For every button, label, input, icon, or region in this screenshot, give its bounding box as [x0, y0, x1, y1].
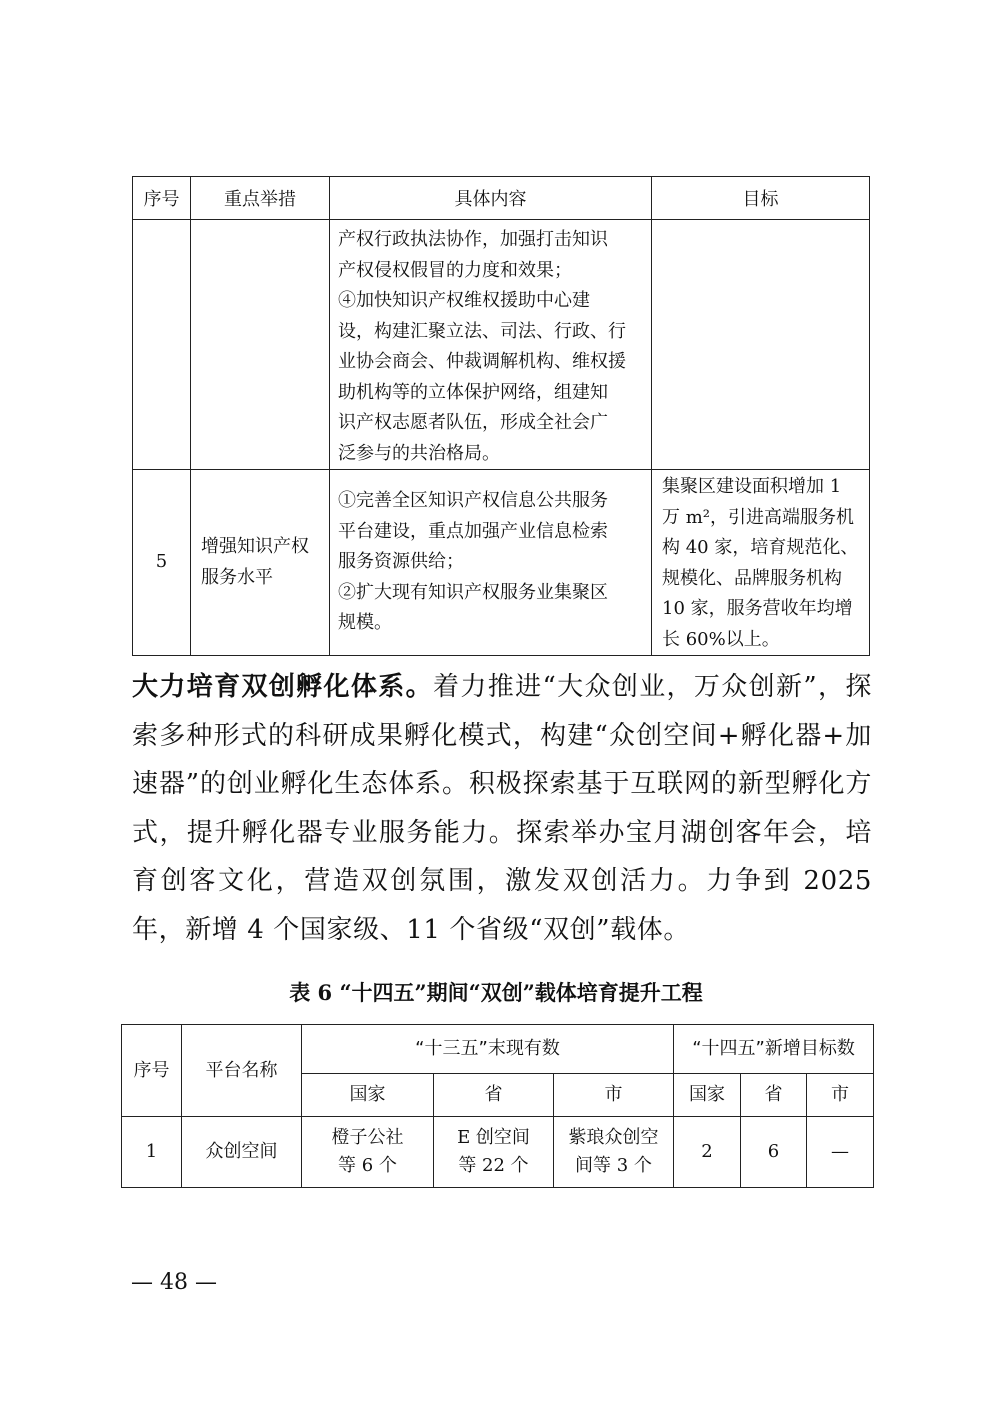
subheader-existing-national: 国家	[302, 1074, 434, 1117]
goal-line: 10 家，服务营收年均增	[662, 598, 853, 619]
subheader-target-city: 市	[807, 1074, 874, 1117]
cell-goal	[652, 470, 870, 656]
cell-content	[330, 470, 652, 656]
cell-seq: 5	[133, 470, 191, 656]
table-6-header-row	[122, 1025, 874, 1074]
goal-line: 规模化、品牌服务机构	[662, 567, 842, 589]
content-line: ②扩大现有知识产权服务业集聚区	[338, 581, 608, 603]
subheader-target-provincial: 省	[741, 1074, 807, 1117]
paragraph-body: 着力推进“大众创业，万众创新”，探索多种形式的科研成果孵化模式，构建“众创空间+孵化器+加速器”的创业孵化生态体系。积极探索基于互联网的新型孵化方式，提升孵化器专业服务能力。探索举办宝月湖创客年会，培育创客文化，营造双创氛围，激发双创活力。力争到 2025 年，新增 4 个国家级、11 个省级“双创”载体。	[132, 672, 872, 945]
cell-line: E 创空间	[457, 1127, 530, 1148]
subheader-existing-city: 市	[554, 1074, 674, 1117]
header-target: “十四五”新增目标数	[674, 1025, 874, 1074]
table-6-caption: 表 6 “十四五”期间“双创”载体培育提升工程	[289, 980, 703, 1005]
table-5	[132, 176, 870, 656]
content-line: 服务资源供给；	[338, 551, 464, 573]
content-line: 泛参与的共治格局。	[338, 442, 500, 464]
cell-target-city: —	[807, 1117, 874, 1188]
cell-target-national: 2	[674, 1117, 741, 1188]
cell-seq	[133, 220, 191, 470]
cell-existing-city	[554, 1117, 674, 1188]
cell-seq: 1	[122, 1117, 182, 1188]
table-6	[121, 1024, 874, 1188]
header-seq: 序号	[122, 1025, 182, 1117]
cell-measure	[191, 220, 330, 470]
header-platform-name: 平台名称	[182, 1025, 302, 1117]
content-line: ①完善全区知识产权信息公共服务	[338, 490, 608, 512]
paragraph-lead: 大力培育双创孵化体系。	[132, 672, 433, 702]
goal-line: 万 m²，引进高端服务机	[662, 506, 855, 528]
cell-target-provincial: 6	[741, 1117, 807, 1188]
cell-line: 紫琅众创空	[568, 1127, 659, 1148]
goal-line: 集聚区建设面积增加 1	[662, 476, 842, 497]
table-5-header-row	[133, 177, 870, 220]
measure-line: 增强知识产权	[201, 536, 309, 557]
header-goal: 目标	[652, 177, 870, 220]
cell-line: 间等 3 个	[575, 1155, 652, 1176]
cell-line: 等 22 个	[458, 1155, 529, 1176]
body-paragraph	[132, 663, 872, 954]
cell-platform-name: 众创空间	[182, 1117, 302, 1188]
content-line: 产权行政执法协作，加强打击知识	[338, 229, 608, 250]
content-line: 业协会商会、仲裁调解机构、维权援	[338, 351, 626, 372]
page-number: — 48 —	[131, 1270, 217, 1295]
goal-line: 构 40 家，培育规范化、	[662, 537, 859, 558]
cell-line: 橙子公社	[331, 1127, 404, 1148]
content-line: ④加快知识产权维权援助中心建	[338, 290, 590, 311]
table-row	[133, 220, 870, 470]
table-row	[122, 1117, 874, 1188]
cell-existing-national	[302, 1117, 434, 1188]
measure-line: 服务水平	[201, 566, 273, 588]
cell-measure	[191, 470, 330, 656]
content-line: 识产权志愿者队伍，形成全社会广	[338, 412, 608, 433]
cell-goal	[652, 220, 870, 470]
cell-content	[330, 220, 652, 470]
header-measure: 重点举措	[191, 177, 330, 220]
content-line: 平台建设，重点加强产业信息检索	[338, 520, 608, 542]
content-line: 规模。	[338, 612, 392, 634]
cell-line: 等 6 个	[338, 1155, 397, 1176]
header-seq: 序号	[133, 177, 191, 220]
goal-line: 长 60%以上。	[662, 628, 780, 650]
header-existing: “十三五”末现有数	[302, 1025, 674, 1074]
cell-existing-provincial	[434, 1117, 554, 1188]
content-line: 设，构建汇聚立法、司法、行政、行	[338, 320, 626, 342]
subheader-existing-provincial: 省	[434, 1074, 554, 1117]
header-content: 具体内容	[330, 177, 652, 220]
content-line: 助机构等的立体保护网络，组建知	[338, 381, 608, 403]
table-row	[133, 470, 870, 656]
subheader-target-national: 国家	[674, 1074, 741, 1117]
content-line: 产权侵权假冒的力度和效果；	[338, 259, 572, 281]
